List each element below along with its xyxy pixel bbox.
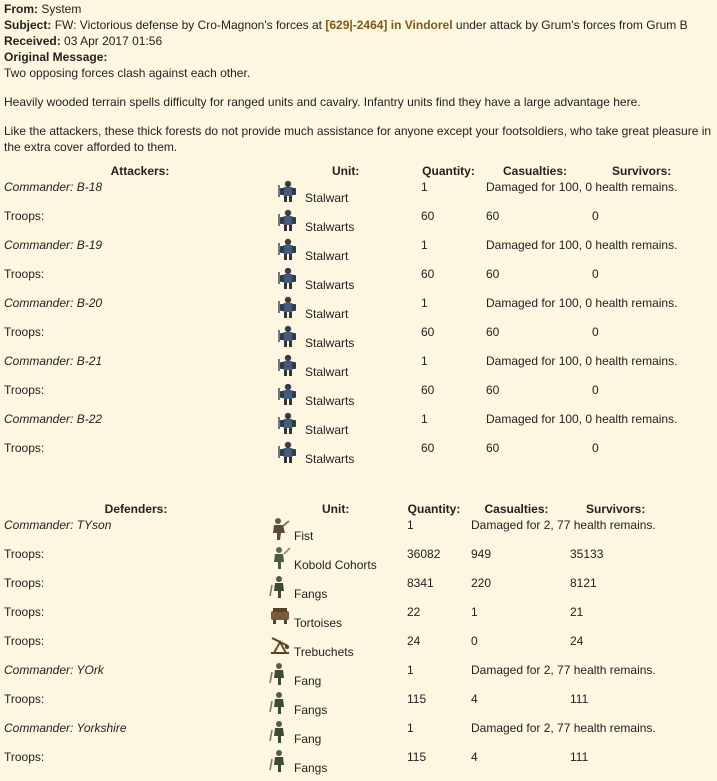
troops-label: Troops: [4, 692, 45, 706]
unit-name: Tortoises [294, 616, 343, 630]
unit-name: Fang [294, 674, 322, 688]
damage-report: Damaged for 100, 0 health remains. [486, 180, 678, 194]
survivors-value: 0 [592, 209, 599, 223]
quantity-value: 60 [421, 209, 435, 223]
stalwart-icon [276, 208, 300, 232]
fang-icon [268, 720, 292, 744]
commander-name: Commander: B-22 [4, 412, 103, 426]
trebuchet-icon [268, 633, 292, 657]
quantity-value: 1 [421, 180, 428, 194]
received-value: 03 Apr 2017 01:56 [64, 34, 163, 48]
fang-icon [268, 749, 292, 773]
from-value: System [41, 2, 82, 16]
unit-name: Stalwarts [305, 452, 355, 466]
troops-label: Troops: [4, 325, 45, 339]
unit-name: Stalwart [305, 307, 349, 321]
quantity-value: 36082 [407, 547, 441, 561]
message-paragraph-1: Two opposing forces clash against each other. [4, 66, 251, 80]
troops-label: Troops: [4, 547, 45, 561]
unit-name: Stalwarts [305, 278, 355, 292]
damage-report: Damaged for 100, 0 health remains. [486, 354, 678, 368]
unit-name: Stalwart [305, 365, 349, 379]
commander-name: Commander: B-21 [4, 354, 103, 368]
attacker-row [4, 382, 713, 411]
subject-text: FW: Victorious defense by Cro-Magnon's forces at [54, 18, 322, 32]
defender-row [4, 691, 713, 720]
defender-row [4, 720, 713, 749]
troops-label: Troops: [4, 605, 45, 619]
quantity-value: 1 [407, 721, 414, 735]
received-label: Received: [4, 34, 61, 48]
attackers-unit-header: Unit: [332, 164, 360, 178]
quantity-value: 1 [421, 296, 428, 310]
stalwart-icon [276, 440, 300, 464]
unit-cell [276, 382, 415, 411]
subject-label: Subject: [4, 18, 52, 32]
subject-coordinates-link[interactable]: [629|-2464] [325, 18, 388, 32]
unit-cell [276, 266, 415, 295]
defender-row [4, 633, 713, 662]
attacker-row [4, 411, 713, 440]
defender-row [4, 575, 713, 604]
unit-cell [276, 324, 415, 353]
defender-row [4, 662, 713, 691]
casualties-value: 220 [471, 576, 492, 590]
subject-text-end: under attack by Grum's forces from Grum B [455, 18, 688, 32]
received-line [4, 33, 713, 49]
message-header [4, 1, 713, 65]
attackers-survivors-header: Survivors: [612, 164, 672, 178]
unit-cell [268, 546, 401, 575]
defender-row [4, 749, 713, 778]
casualties-value: 4 [471, 692, 478, 706]
survivors-value: 0 [592, 441, 599, 455]
damage-report: Damaged for 2, 77 health remains. [471, 663, 656, 677]
commander-name: Commander: B-19 [4, 238, 103, 252]
unit-cell [276, 295, 415, 324]
troops-label: Troops: [4, 267, 45, 281]
defender-row [4, 546, 713, 575]
unit-name: Fangs [294, 587, 328, 601]
unit-name: Trebuchets [294, 645, 354, 659]
stalwart-icon [276, 237, 300, 261]
unit-cell [268, 691, 401, 720]
attacker-row [4, 324, 713, 353]
unit-cell [276, 237, 415, 266]
defenders-survivors-header: Survivors: [586, 502, 646, 516]
attackers-casualties-header: Casualties: [502, 164, 568, 178]
survivors-value: 111 [570, 750, 589, 764]
defender-row [4, 517, 713, 546]
unit-cell [268, 749, 401, 778]
tortoise-icon [268, 604, 292, 628]
survivors-value: 24 [570, 634, 584, 648]
attacker-row [4, 353, 713, 382]
attacker-row [4, 208, 713, 237]
survivors-value: 111 [570, 692, 589, 706]
commander-name: Commander: B-18 [4, 180, 103, 194]
casualties-value: 60 [486, 383, 500, 397]
attacker-row [4, 266, 713, 295]
attackers-header: Attackers: [110, 164, 170, 178]
stalwart-icon [276, 295, 300, 319]
quantity-value: 1 [421, 354, 428, 368]
subject-line [4, 17, 713, 33]
unit-cell [268, 662, 401, 691]
quantity-value: 1 [421, 238, 428, 252]
unit-cell [268, 604, 401, 633]
attackers-quantity-header: Quantity: [422, 164, 475, 178]
casualties-value: 4 [471, 750, 478, 764]
unit-name: Stalwarts [305, 394, 355, 408]
quantity-value: 60 [421, 267, 435, 281]
casualties-value: 949 [471, 547, 492, 561]
unit-name: Fist [294, 529, 314, 543]
survivors-value: 35133 [570, 547, 604, 561]
survivors-value: 0 [592, 383, 599, 397]
quantity-value: 24 [407, 634, 421, 648]
unit-name: Fangs [294, 761, 328, 775]
unit-cell [276, 411, 415, 440]
damage-report: Damaged for 2, 77 health remains. [471, 518, 656, 532]
defenders-casualties-header: Casualties: [484, 502, 549, 516]
unit-cell [276, 353, 415, 382]
attacker-row [4, 295, 713, 324]
troops-label: Troops: [4, 576, 45, 590]
unit-name: Fang [294, 732, 322, 746]
from-label: From: [4, 2, 38, 16]
message-paragraph-3: Like the attackers, these thick forests do not provide much assistance for anyone except your footsoldiers, who take great pleasure in the extra cover afforded to them. [4, 124, 712, 154]
stalwart-icon [276, 324, 300, 348]
survivors-value: 0 [592, 325, 599, 339]
attackers-table [4, 163, 713, 469]
unit-name: Stalwart [305, 423, 349, 437]
defenders-header-row [4, 501, 713, 517]
survivors-value: 8121 [570, 576, 597, 590]
from-line [4, 1, 713, 17]
defenders-table [4, 501, 713, 778]
fang-icon [268, 691, 292, 715]
quantity-value: 8341 [407, 576, 434, 590]
unit-name: Fangs [294, 703, 328, 717]
quantity-value: 1 [421, 412, 428, 426]
damage-report: Damaged for 100, 0 health remains. [486, 412, 678, 426]
fist-icon [268, 517, 292, 541]
unit-cell [268, 575, 401, 604]
unit-cell [276, 440, 415, 469]
defenders-header: Defenders: [104, 502, 168, 516]
kobold-cohort-icon [268, 546, 292, 570]
fang-icon [268, 575, 292, 599]
quantity-value: 60 [421, 441, 435, 455]
unit-name: Stalwart [305, 191, 349, 205]
unit-cell [276, 208, 415, 237]
message-paragraph-2: Heavily wooded terrain spells difficulty for ranged units and cavalry. Infantry units find they have a large advantage here. [4, 95, 641, 109]
unit-cell [268, 517, 401, 546]
damage-report: Damaged for 100, 0 health remains. [486, 296, 678, 310]
subject-town-link[interactable]: in Vindorel [390, 18, 453, 32]
casualties-value: 60 [486, 441, 500, 455]
fang-icon [268, 662, 292, 686]
defender-row [4, 604, 713, 633]
troops-label: Troops: [4, 750, 45, 764]
troops-label: Troops: [4, 209, 45, 223]
quantity-value: 1 [407, 663, 414, 677]
casualties-value: 0 [471, 634, 478, 648]
casualties-value: 60 [486, 209, 500, 223]
unit-name: Stalwarts [305, 336, 355, 350]
casualties-value: 60 [486, 267, 500, 281]
damage-report: Damaged for 2, 77 health remains. [471, 721, 656, 735]
unit-name: Stalwart [305, 249, 349, 263]
troops-label: Troops: [4, 634, 45, 648]
attacker-row [4, 440, 713, 469]
quantity-value: 22 [407, 605, 421, 619]
defenders-quantity-header: Quantity: [407, 502, 461, 516]
commander-name: Commander: B-20 [4, 296, 103, 310]
quantity-value: 115 [407, 750, 427, 764]
commander-name: Commander: TYson [4, 518, 112, 532]
survivors-value: 21 [570, 605, 584, 619]
unit-cell [268, 633, 401, 662]
original-message-line [4, 49, 713, 65]
stalwart-icon [276, 382, 300, 406]
commander-name: Commander: Yorkshire [4, 721, 127, 735]
quantity-value: 1 [407, 518, 414, 532]
unit-cell [268, 720, 401, 749]
stalwart-icon [276, 179, 300, 203]
quantity-value: 60 [421, 383, 435, 397]
quantity-value: 115 [407, 692, 427, 706]
attacker-row [4, 179, 713, 208]
survivors-value: 0 [592, 267, 599, 281]
attacker-row [4, 237, 713, 266]
defenders-unit-header: Unit: [322, 502, 350, 516]
attackers-header-row [4, 163, 713, 179]
quantity-value: 60 [421, 325, 435, 339]
commander-name: Commander: YOrk [4, 663, 104, 677]
troops-label: Troops: [4, 383, 45, 397]
unit-name: Kobold Cohorts [294, 558, 377, 572]
casualties-value: 60 [486, 325, 500, 339]
stalwart-icon [276, 266, 300, 290]
stalwart-icon [276, 411, 300, 435]
stalwart-icon [276, 353, 300, 377]
unit-name: Stalwarts [305, 220, 355, 234]
casualties-value: 1 [471, 605, 478, 619]
original-message-label: Original Message: [4, 50, 108, 64]
damage-report: Damaged for 100, 0 health remains. [486, 238, 678, 252]
unit-cell [276, 179, 415, 208]
troops-label: Troops: [4, 441, 45, 455]
